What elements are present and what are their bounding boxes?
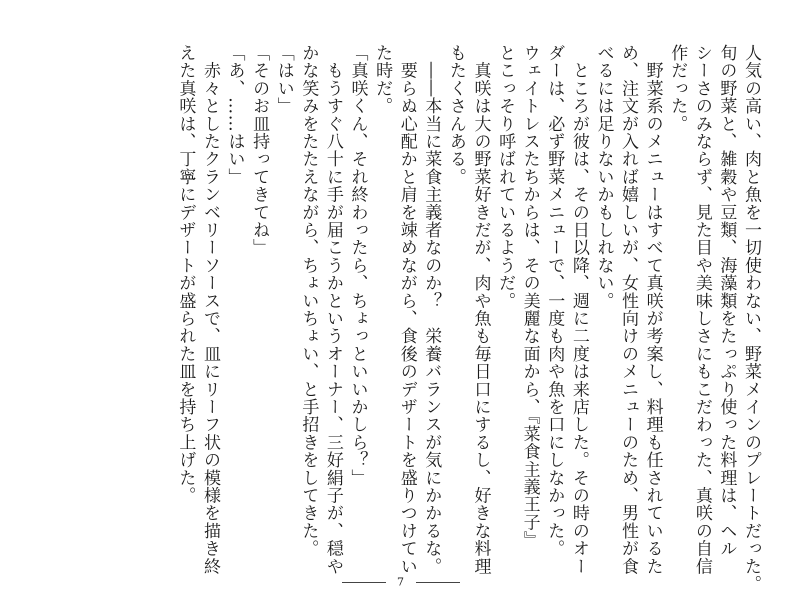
text-line: 作だった。: [667, 44, 688, 133]
page-footer: [0, 575, 801, 589]
text-line: もたくさんある。: [445, 44, 466, 186]
text-line: 真咲は大の野菜好きだが、肉や魚も毎日口にするし、好きな料理: [470, 44, 491, 575]
text-line: ――本当に菜食主義者なのか？ 栄養バランスが気にかかるな。: [421, 44, 442, 575]
text-line: た時だ。: [372, 44, 393, 115]
text-line: かな笑みをたたえながら、ちょいちょい、と手招きをしてきた。: [298, 44, 319, 558]
text-line: シーさのみならず、見た目や美味しさにもこだわった、真咲の自信: [691, 44, 712, 575]
vertical-text-body: [173, 44, 763, 593]
folio-rule-left: [342, 582, 386, 583]
text-line: とこっそり呼ばれているようだ。: [495, 44, 516, 310]
text-line: もうすぐ八十に手が届こうかというオーナー、三好絹子が、穏や: [322, 44, 343, 575]
text-line: 「そのお皿持ってきてね」: [249, 44, 270, 257]
text-line: 旬の野菜と、雑穀や豆類、海藻類をたっぷり使った料理は、ヘル: [716, 44, 737, 558]
text-line: ウェイトレスたちからは、その美麗な面から、『菜食主義王子』: [519, 44, 540, 549]
text-line: 要らぬ心配かと肩を竦めながら、食後のデザートを盛りつけてい: [396, 44, 417, 575]
text-line: ところが彼は、その日以降、週に二度は来店した。その時のオー: [568, 44, 589, 575]
text-line: 「はい」: [273, 44, 294, 115]
text-line: 赤々としたクランベリーソースで、皿にリーフ状の模様を描き終: [199, 44, 220, 575]
text-line: め、注文が入れば嬉しいが、女性向けのメニューのため、男性が食: [618, 44, 639, 575]
text-line: べるには足りないかもしれない。: [593, 44, 614, 310]
folio-rule-right: [416, 582, 460, 583]
text-line: 野菜系のメニューはすべて真咲が考案し、料理も任されているた: [642, 44, 663, 575]
text-line: 「あ、……はい」: [224, 44, 245, 186]
text-line: 「真咲くん、それ終わったら、ちょっといいかしら？」: [347, 44, 368, 487]
page-number: 7: [397, 575, 404, 589]
text-line: 人気の高い、肉と魚を一切使わない、野菜メインのプレートだった。: [741, 44, 761, 593]
text-line: ダーは、必ず野菜メニューで、一度も肉や魚を口にしなかった。: [544, 44, 565, 558]
text-line: えた真咲は、丁寧にデザートが盛られた皿を持ち上げた。: [175, 44, 196, 505]
